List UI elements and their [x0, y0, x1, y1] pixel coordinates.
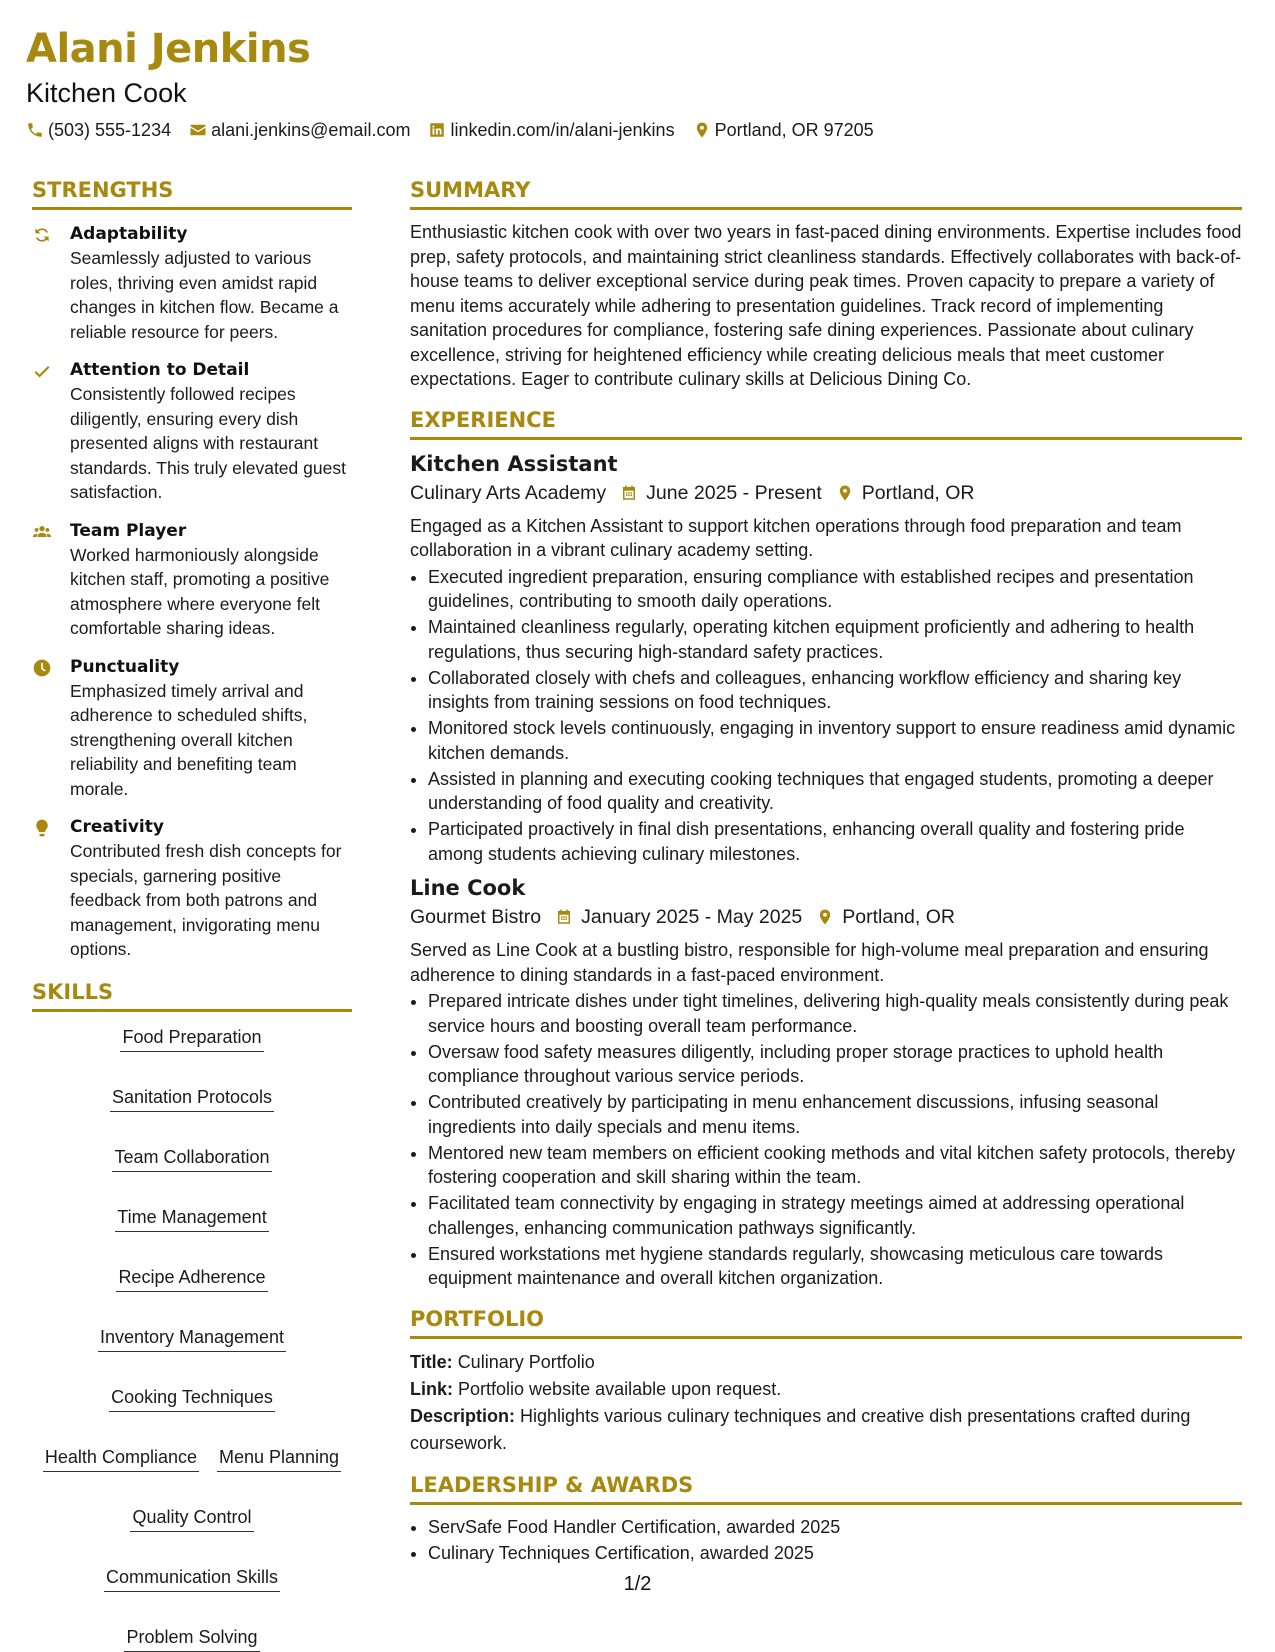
- contact-bar: [26, 118, 1246, 142]
- job-dates: January 2025 - May 2025: [581, 906, 803, 928]
- job-bullets: [410, 565, 1242, 867]
- job-bullet: • Prepared intricate dishes under tight timelines, delivering high-quality meals consistently during peak service hours and boosting overall team performance.: [428, 989, 1242, 1038]
- strength-item: [32, 815, 352, 962]
- resume-header: [26, 22, 1246, 142]
- map-pin-icon: [816, 908, 834, 926]
- skill-tag: Menu Planning: [217, 1446, 341, 1472]
- skill-tag: Quality Control: [130, 1506, 253, 1532]
- left-column: [32, 176, 352, 1652]
- job-bullet: • Monitored stock levels continuously, engaging in inventory support to ensure readiness amid dynamic kitchen demands.: [428, 716, 1242, 765]
- portfolio-desc-line: [410, 1403, 1242, 1457]
- strength-item: [32, 519, 352, 641]
- strength-title: Creativity: [70, 817, 164, 837]
- strengths-list: [32, 220, 352, 962]
- envelope-icon: [189, 121, 207, 139]
- experience-heading: EXPERIENCE: [410, 406, 1242, 440]
- portfolio-desc-label: Description:: [410, 1405, 516, 1426]
- skill-tag: Communication Skills: [104, 1566, 280, 1592]
- strengths-heading: STRENGTHS: [32, 176, 352, 210]
- candidate-name: Alani Jenkins: [26, 26, 311, 72]
- skill-tag: Team Collaboration: [112, 1146, 271, 1172]
- job-entry: [410, 874, 1242, 1291]
- map-pin-icon: [693, 121, 711, 139]
- awards-list: [410, 1515, 1242, 1566]
- job-description: Engaged as a Kitchen Assistant to support kitchen operations through food preparation and team collaboration in a vibrant culinary academy setting.: [410, 515, 1182, 560]
- lightbulb-icon: [32, 818, 52, 838]
- job-bullets: [410, 989, 1242, 1291]
- strength-desc: Contributed fresh dish concepts for specials, garnering positive feedback from both patrons and management, invigorating menu options.: [70, 841, 342, 959]
- skill-tag: Cooking Techniques: [109, 1386, 275, 1412]
- linkedin-text[interactable]: linkedin.com/in/alani-jenkins: [450, 120, 675, 140]
- skill-tag: Food Preparation: [120, 1026, 263, 1052]
- job-bullet: • Participated proactively in final dish presentations, enhancing overall quality and fostering pride among students achieving culinary milestones.: [428, 817, 1242, 866]
- job-bullet: • Collaborated closely with chefs and colleagues, enhancing workflow efficiency and sharing key insights from training sessions on food techniques.: [428, 666, 1242, 715]
- strength-title: Attention to Detail: [70, 360, 250, 380]
- calendar-icon: [620, 484, 638, 502]
- job-bullet: • Assisted in planning and executing cooking techniques that engaged students, promoting a deeper understanding of food quality and creativity.: [428, 767, 1242, 816]
- phone-icon: [26, 121, 44, 139]
- job-bullet: • Facilitated team connectivity by engaging in strategy meetings aimed at addressing operational challenges, enhancing communication pathways significantly.: [428, 1191, 1242, 1240]
- job-location: Portland, OR: [842, 906, 955, 928]
- strength-title: Adaptability: [70, 224, 188, 244]
- portfolio-link-label: Link:: [410, 1378, 453, 1399]
- location-text: Portland, OR 97205: [714, 120, 874, 140]
- contact-location: [693, 118, 874, 142]
- job-title: Line Cook: [410, 876, 526, 900]
- email-text[interactable]: alani.jenkins@email.com: [211, 120, 411, 140]
- award-item: • ServSafe Food Handler Certification, awarded 2025: [428, 1515, 1242, 1540]
- summary-heading: SUMMARY: [410, 176, 1242, 210]
- portfolio-title-line: [410, 1349, 1242, 1376]
- skills-list: [32, 1022, 352, 1652]
- strength-item: [32, 655, 352, 802]
- job-location: Portland, OR: [861, 481, 975, 504]
- job-meta: [410, 902, 1242, 932]
- check-icon: [32, 361, 52, 381]
- candidate-role: Kitchen Cook: [26, 78, 187, 108]
- skill-tag: Time Management: [115, 1206, 268, 1232]
- page-number: 1/2: [623, 1573, 652, 1595]
- skill-tag: Problem Solving: [124, 1626, 259, 1652]
- job-bullet: • Ensured workstations met hygiene standards regularly, showcasing meticulous care towards equipment maintenance and overall kitchen organization.: [428, 1242, 1242, 1291]
- right-column: [410, 176, 1242, 1567]
- skills-heading: SKILLS: [32, 978, 352, 1012]
- portfolio-block: [410, 1349, 1242, 1457]
- calendar-icon: [555, 908, 573, 926]
- job-meta: [410, 478, 1242, 508]
- award-item: • Culinary Techniques Certification, awarded 2025: [428, 1541, 1242, 1566]
- linkedin-icon: [428, 121, 446, 139]
- contact-phone: [26, 118, 171, 142]
- awards-heading: LEADERSHIP & AWARDS: [410, 1471, 1242, 1505]
- strength-desc: Seamlessly adjusted to various roles, thriving even amidst rapid changes in kitchen flow. Became a reliable resource for peers.: [70, 248, 339, 342]
- strength-item: [32, 222, 352, 344]
- summary-text: Enthusiastic kitchen cook with over two years in fast-paced dining environments. Expertise includes food prep, safety protocols, and maintaining strict cleanliness standards. Effectively collaborates with back-of-house teams to deliver exceptional service during peak times. Proven capacity to prepare a variety of menu items accurately while adhering to presentation guidelines. Track record of implementing sanitation procedures for compliance, fostering safe dining experiences. Passionate about culinary excellence, striving for heightened efficiency while creating delicious meals that meet customer expectations. Eager to contribute culinary skills at Delicious Dining Co.: [410, 222, 1242, 389]
- skill-tag: Recipe Adherence: [116, 1266, 267, 1292]
- strength-desc: Consistently followed recipes diligently, ensuring every dish presented aligns with restaurant standards. This truly elevated guest satisfaction.: [70, 384, 346, 502]
- portfolio-title-value: Culinary Portfolio: [457, 1351, 595, 1372]
- sync-icon: [32, 225, 52, 245]
- job-company: Gourmet Bistro: [410, 906, 542, 928]
- portfolio-desc-value: Highlights various culinary techniques and creative dish presentations crafted during coursework.: [410, 1405, 1191, 1453]
- job-entry: [410, 450, 1242, 867]
- job-bullet: • Mentored new team members on efficient cooking methods and vital kitchen safety protocols, thereby fostering cooperation and skill sharing within the team.: [428, 1141, 1242, 1190]
- portfolio-link-value: Portfolio website available upon request.: [458, 1378, 782, 1399]
- skill-tag: Sanitation Protocols: [110, 1086, 274, 1112]
- map-pin-icon: [836, 484, 854, 502]
- job-bullet: • Contributed creatively by participating in menu enhancement discussions, infusing seasonal ingredients into daily specials and menu items.: [428, 1090, 1242, 1139]
- contact-email[interactable]: [189, 118, 410, 142]
- strength-desc: Worked harmoniously alongside kitchen staff, promoting a positive atmosphere where everyone felt comfortable sharing ideas.: [70, 544, 330, 638]
- strength-title: Team Player: [70, 520, 187, 541]
- portfolio-heading: PORTFOLIO: [410, 1305, 1242, 1339]
- job-company: Culinary Arts Academy: [410, 481, 607, 504]
- portfolio-title-label: Title:: [410, 1351, 453, 1372]
- job-bullet: • Oversaw food safety measures diligently, including proper storage practices to uphold health compliance throughout various service periods.: [428, 1040, 1242, 1089]
- strength-desc: Emphasized timely arrival and adherence to scheduled shifts, strengthening overall kitchen reliability and benefiting team morale.: [70, 680, 308, 799]
- job-description: Served as Line Cook at a bustling bistro, responsible for high-volume meal preparation and ensuring adherence to dining standards in a fast-paced environment.: [410, 940, 1209, 985]
- skill-tag: Health Compliance: [43, 1446, 199, 1472]
- users-icon: [32, 522, 52, 542]
- job-title: Kitchen Assistant: [410, 451, 618, 476]
- strength-item: [32, 358, 352, 505]
- phone-text: (503) 555-1234: [48, 120, 172, 140]
- job-bullet: • Executed ingredient preparation, ensuring compliance with established recipes and presentation guidelines, contributing to smooth daily operations.: [428, 565, 1242, 614]
- clock-icon: [32, 658, 52, 678]
- job-dates: June 2025 - Present: [646, 481, 822, 504]
- strength-title: Punctuality: [70, 656, 180, 677]
- job-bullet: • Maintained cleanliness regularly, operating kitchen equipment proficiently and adhering to health regulations, thus securing high-standard safety practices.: [428, 615, 1242, 664]
- skill-tag: Inventory Management: [98, 1326, 286, 1352]
- contact-linkedin[interactable]: [428, 118, 674, 142]
- portfolio-link-line: [410, 1376, 1242, 1403]
